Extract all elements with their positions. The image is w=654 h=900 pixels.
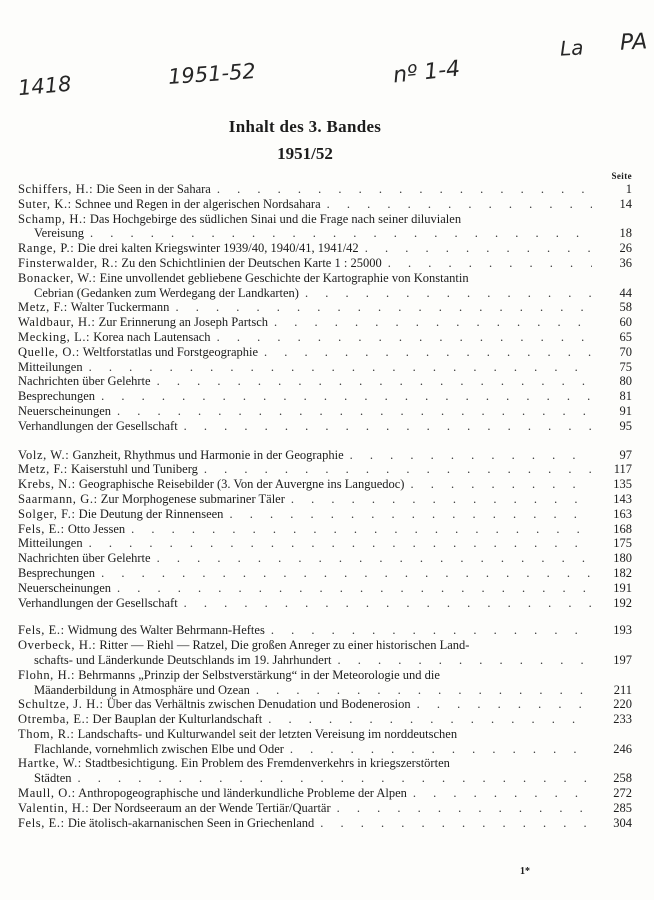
entry-author: Overbeck, H.:: [18, 638, 97, 653]
toc-entry: [18, 477, 632, 492]
entry-title: Verhandlungen der Gesellschaft: [18, 418, 178, 433]
leader-dots: [256, 683, 592, 698]
entry-author: Bonacker, W.:: [18, 270, 97, 285]
entry-page-number: 14: [619, 196, 632, 211]
entry-title: Das Hochgebirge des südlichen Sinai und die Frage nach seiner diluvialen: [89, 211, 462, 226]
handwritten-note-la: La: [559, 35, 585, 61]
toc-entry: [18, 197, 632, 212]
handwritten-note-issues: nº 1-4: [391, 56, 462, 89]
leader-dots: [89, 536, 592, 551]
entry-page-number: 272: [613, 786, 632, 801]
leader-dots: [388, 256, 592, 271]
leader-dots: [291, 492, 592, 507]
leader-dots: [320, 816, 592, 831]
leader-dots: [157, 374, 592, 389]
entry-author: Fels, E.:: [18, 815, 65, 830]
leader-dots: [290, 742, 592, 757]
toc-entry: [18, 419, 632, 434]
entry-author: Valentin, H.:: [18, 800, 90, 815]
entry-page-number: 182: [613, 565, 632, 580]
toc-entry: [18, 212, 632, 242]
entry-page-number: 36: [619, 255, 632, 270]
entry-page-number: 258: [613, 771, 632, 786]
entry-title: Nachrichten über Gelehrte: [18, 374, 151, 389]
toc-entry: [18, 816, 632, 831]
leader-dots: [365, 241, 592, 256]
toc-entry: [18, 756, 632, 786]
page-title: Inhalt des 3. Bandes: [228, 117, 382, 136]
leader-dots: [184, 419, 592, 434]
leader-dots: [89, 360, 592, 375]
entry-author: Fels, E.:: [18, 623, 65, 638]
entry-title: Landschafts- und Kulturwandel seit der letzten Vereisung im norddeutschen: [77, 726, 458, 741]
entry-title: Kaiserstuhl und Tuniberg: [71, 462, 198, 477]
entry-page-number: 117: [613, 462, 632, 477]
leader-dots: [338, 653, 593, 668]
entry-page-number: 65: [619, 329, 632, 344]
leader-dots: [264, 345, 592, 360]
toc-section-2: [18, 448, 632, 611]
entry-page-number: 304: [613, 815, 632, 830]
entry-page-number: 193: [613, 623, 632, 638]
toc-entry: [18, 551, 632, 566]
entry-page-number: 233: [613, 712, 632, 727]
entry-title: Neuerscheinungen: [18, 403, 112, 418]
entry-title: Mitteilungen: [18, 536, 83, 551]
entry-title: Die ätolisch-akarnanischen Seen in Griechenland: [67, 815, 315, 830]
entry-page-number: 135: [613, 477, 632, 492]
toc-entry: [18, 374, 632, 389]
toc-entry: [18, 727, 632, 757]
entry-title-continuation: Vereisung: [34, 226, 84, 241]
toc-entry: [18, 404, 632, 419]
entry-author: Solger, F.:: [18, 506, 76, 521]
toc-entry: [18, 182, 632, 197]
entry-title-continuation: Mäanderbildung in Atmosphäre und Ozean: [34, 682, 250, 697]
entry-title: Der Nordseeraum an der Wende Tertiär/Quartär: [92, 800, 331, 815]
entry-title: Stadtbesichtigung. Ein Problem des Fremdenverkehrs in kriegszerstörten: [85, 756, 450, 771]
toc-entry: [18, 522, 632, 537]
entry-page-number: 97: [619, 447, 632, 462]
toc-section-3: [18, 623, 632, 830]
leader-dots: [229, 507, 592, 522]
handwritten-note-pa: PA: [619, 29, 648, 56]
entry-author: Metz, F.:: [18, 300, 68, 315]
entry-title: Besprechungen: [18, 565, 96, 580]
toc-entry: [18, 638, 632, 668]
leader-dots: [184, 596, 592, 611]
entry-title-continuation: Flachlande, vornehmlich zwischen Elbe und Oder: [34, 741, 284, 756]
toc-entry: [18, 360, 632, 375]
leader-dots: [157, 551, 592, 566]
toc-entry: [18, 300, 632, 315]
toc-entry: [18, 389, 632, 404]
leader-dots: [413, 786, 592, 801]
page-column-label: Seite: [611, 171, 632, 181]
leader-dots: [117, 404, 592, 419]
toc-entry: [18, 345, 632, 360]
toc-section-1: [18, 182, 632, 434]
entry-title: Eine unvollendet gebliebene Geschichte der Kartographie von Konstantin: [99, 270, 469, 285]
entry-title: Zur Erinnerung an Joseph Partsch: [98, 315, 268, 330]
entry-author: Fels, E.:: [18, 521, 65, 536]
toc-entry: [18, 581, 632, 596]
toc-entry: [18, 623, 632, 638]
leader-dots: [90, 226, 592, 241]
entry-author: Finsterwalder, R.:: [18, 255, 119, 270]
entry-title: Otto Jessen: [67, 521, 126, 536]
entry-page-number: 191: [613, 580, 632, 595]
entry-author: Hartke, W.:: [18, 756, 82, 771]
entry-page-number: 285: [613, 800, 632, 815]
toc-entry: [18, 536, 632, 551]
entry-author: Schamp, H.:: [18, 211, 87, 226]
toc-entry: [18, 507, 632, 522]
entry-title: Über das Verhältnis zwischen Denudation und Bodenerosion: [106, 697, 411, 712]
toc-entry: [18, 786, 632, 801]
entry-page-number: 1: [625, 182, 632, 196]
entry-page-number: 197: [613, 652, 632, 667]
entry-author: Otremba, E.:: [18, 712, 90, 727]
entry-title-continuation: schafts- und Länderkunde Deutschlands im 19. Jahrhundert: [34, 652, 332, 667]
toc-entry: [18, 256, 632, 271]
entry-page-number: 220: [613, 697, 632, 712]
leader-dots: [417, 697, 592, 712]
entry-author: Saarmann, G.:: [18, 491, 98, 506]
entry-title: Schnee und Regen in der algerischen Nordsahara: [74, 196, 321, 211]
toc-entry: [18, 596, 632, 611]
toc-entry: [18, 697, 632, 712]
leader-dots: [410, 477, 592, 492]
toc-entry: [18, 801, 632, 816]
entry-page-number: 246: [613, 741, 632, 756]
entry-page-number: 95: [619, 418, 632, 433]
entry-author: Flohn, H.:: [18, 667, 76, 682]
table-of-contents: [18, 182, 632, 830]
entry-title: Walter Tuckermann: [70, 300, 170, 315]
toc-entry: [18, 566, 632, 581]
entry-author: Suter, K.:: [18, 196, 72, 211]
entry-title: Widmung des Walter Behrmann-Heftes: [67, 623, 265, 638]
entry-title: Neuerscheinungen: [18, 580, 112, 595]
entry-page-number: 175: [613, 536, 632, 551]
entry-page-number: 180: [613, 551, 632, 566]
handwritten-note-years: 1951-52: [167, 58, 257, 90]
entry-author: Schiffers, H.:: [18, 182, 94, 196]
entry-page-number: 58: [619, 300, 632, 315]
entry-title: Der Bauplan der Kulturlandschaft: [92, 712, 263, 727]
entry-author: Krebs, N.:: [18, 477, 76, 492]
leader-dots: [305, 286, 592, 301]
leader-dots: [204, 462, 592, 477]
leader-dots: [101, 389, 592, 404]
toc-entry: [18, 330, 632, 345]
entry-author: Range, P.:: [18, 241, 75, 256]
entry-author: Mecking, L.:: [18, 329, 91, 344]
leader-dots: [217, 330, 592, 345]
toc-entry: [18, 492, 632, 507]
entry-page-number: 75: [619, 359, 632, 374]
entry-page-number: 143: [613, 491, 632, 506]
handwritten-note-1418: 1418: [17, 71, 73, 101]
entry-title-continuation: Städten: [34, 771, 72, 786]
leader-dots: [131, 522, 592, 537]
entry-page-number: 211: [613, 682, 632, 697]
entry-page-number: 26: [619, 241, 632, 256]
entry-title: Zur Morphogenese submariner Täler: [100, 491, 285, 506]
volume-years: 1951/52: [277, 144, 333, 163]
entry-page-number: 18: [619, 226, 632, 241]
entry-title: Die Seen in der Sahara: [96, 182, 211, 196]
toc-entry: [18, 448, 632, 463]
entry-author: Volz, W.:: [18, 447, 70, 462]
entry-author: Schultze, J. H.:: [18, 697, 104, 712]
leader-dots: [337, 801, 592, 816]
entry-author: Quelle, O.:: [18, 344, 80, 359]
entry-title: Korea nach Lautensach: [93, 329, 211, 344]
leader-dots: [274, 315, 592, 330]
entry-title: Geographische Reisebilder (3. Von der Auvergne ins Languedoc): [78, 477, 405, 492]
leader-dots: [268, 712, 592, 727]
signature-mark: 1*: [520, 866, 530, 877]
entry-page-number: 168: [613, 521, 632, 536]
entry-page-number: 44: [619, 285, 632, 300]
entry-title: Anthropogeographische und länderkundliche Probleme der Alpen: [78, 786, 407, 801]
toc-entry: [18, 271, 632, 301]
toc-entry: [18, 241, 632, 256]
entry-title: Die Deutung der Rinnenseen: [78, 506, 224, 521]
entry-title: Behrmanns „Prinzip der Selbstverstärkung“ in der Meteorologie und die: [78, 667, 440, 682]
entry-author: Thom, R.:: [18, 726, 75, 741]
entry-title: Ganzheit, Rhythmus und Harmonie in der Geographie: [72, 447, 344, 462]
leader-dots: [175, 300, 592, 315]
leader-dots: [101, 566, 592, 581]
entry-title: Weltforstatlas und Forstgeographie: [82, 344, 259, 359]
entry-page-number: 70: [619, 344, 632, 359]
entry-page-number: 192: [613, 595, 632, 610]
leader-dots: [117, 581, 592, 596]
toc-entry: [18, 712, 632, 727]
entry-page-number: 60: [619, 315, 632, 330]
toc-entry: [18, 668, 632, 698]
entry-page-number: 163: [613, 506, 632, 521]
entry-title: Verhandlungen der Gesellschaft: [18, 595, 178, 610]
leader-dots: [327, 197, 592, 212]
entry-author: Maull, O.:: [18, 786, 76, 801]
entry-title-continuation: Cebrian (Gedanken zum Werdegang der Landkarten): [34, 285, 299, 300]
entry-title: Besprechungen: [18, 389, 96, 404]
entry-page-number: 91: [619, 403, 632, 418]
entry-title: Mitteilungen: [18, 359, 83, 374]
entry-title: Ritter — Riehl — Ratzel, Die großen Anreger zu einer historischen Land-: [99, 638, 470, 653]
entry-page-number: 80: [619, 374, 632, 389]
leader-dots: [78, 771, 593, 786]
entry-author: Waldbaur, H.:: [18, 315, 96, 330]
entry-title: Die drei kalten Kriegswinter 1939/40, 1940/41, 1941/42: [77, 241, 359, 256]
entry-author: Metz, F.:: [18, 462, 68, 477]
entry-title: Zu den Schichtlinien der Deutschen Karte 1 : 25000: [121, 255, 382, 270]
leader-dots: [271, 623, 592, 638]
leader-dots: [217, 182, 592, 197]
toc-entry: [18, 315, 632, 330]
entry-title: Nachrichten über Gelehrte: [18, 551, 151, 566]
toc-entry: [18, 462, 632, 477]
entry-page-number: 81: [619, 389, 632, 404]
leader-dots: [350, 448, 592, 463]
